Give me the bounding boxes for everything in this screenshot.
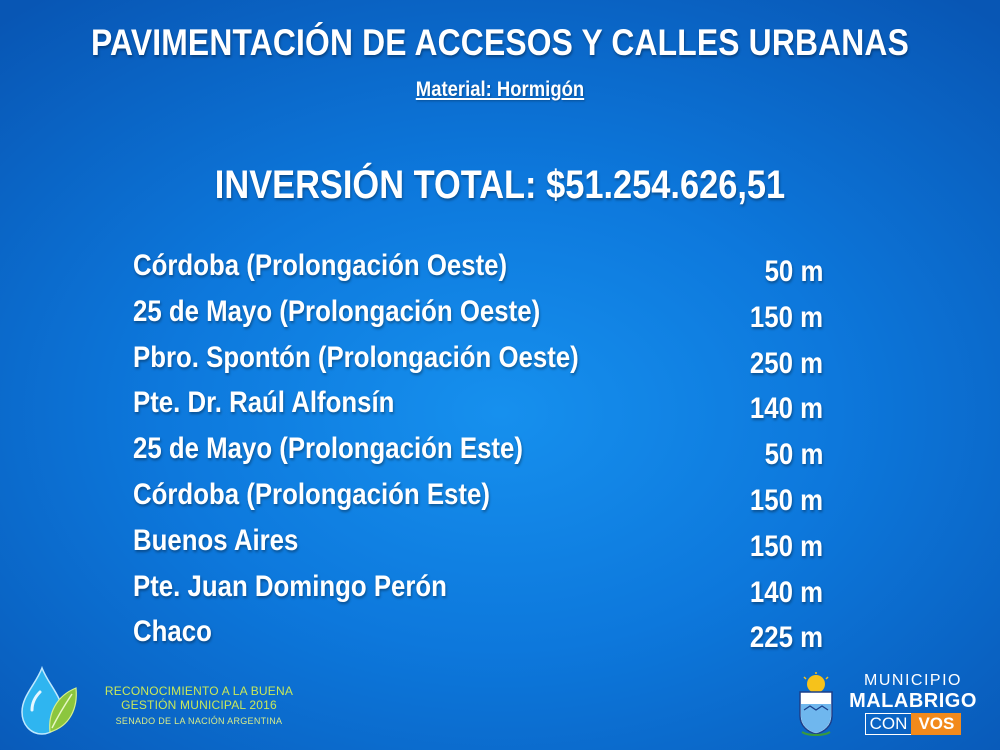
- street-length: 140 m: [749, 392, 823, 426]
- material-subtitle: Material: Hormigón: [415, 78, 585, 101]
- street-name: Córdoba (Prolongación Oeste): [133, 249, 508, 282]
- street-name: Buenos Aires: [133, 523, 299, 557]
- street-name: Chaco: [133, 615, 212, 649]
- street-row: [133, 429, 833, 475]
- municipality-tagline: [865, 713, 962, 735]
- street-list: [133, 246, 833, 658]
- street-length: 150 m: [749, 300, 823, 334]
- award-line-1: RECONOCIMIENTO A LA BUENA: [104, 684, 294, 698]
- page-title: PAVIMENTACIÓN DE ACCESOS Y CALLES URBANAS: [91, 22, 909, 63]
- street-row: [133, 292, 833, 338]
- street-name: 25 de Mayo (Prolongación Este): [133, 432, 523, 466]
- street-row: [133, 338, 833, 384]
- street-name: Pbro. Spontón (Prolongación Oeste): [133, 340, 579, 374]
- tagline-con: CON: [865, 713, 912, 735]
- municipality-label: MUNICIPIO: [864, 672, 962, 689]
- street-length: 225 m: [749, 621, 823, 655]
- water-drop-leaf-icon: [18, 666, 80, 736]
- street-name: Pte. Dr. Raúl Alfonsín: [133, 386, 395, 420]
- street-row: [133, 567, 833, 613]
- tagline-vos: VOS: [911, 713, 961, 735]
- street-length: 50 m: [764, 255, 823, 288]
- award-badge: [18, 666, 318, 736]
- street-length: 150 m: [749, 483, 823, 517]
- street-row: [133, 246, 833, 292]
- street-length: 140 m: [749, 575, 823, 609]
- award-line-2: GESTIÓN MUNICIPAL 2016: [121, 698, 277, 712]
- municipality-name: MALABRIGO: [849, 690, 977, 712]
- street-length: 150 m: [749, 529, 823, 563]
- street-row: [133, 383, 833, 429]
- street-row: [133, 475, 833, 521]
- municipality-logo: [842, 672, 984, 735]
- street-row: [133, 612, 833, 658]
- street-row: [133, 521, 833, 567]
- street-length: 250 m: [749, 346, 823, 380]
- award-line-3: SENADO DE LA NACIÓN ARGENTINA: [115, 716, 283, 726]
- award-text: [84, 684, 314, 728]
- street-length: 50 m: [764, 438, 823, 472]
- total-investment: INVERSIÓN TOTAL: $51.254.626,51: [214, 163, 786, 207]
- street-name: 25 de Mayo (Prolongación Oeste): [133, 294, 541, 328]
- street-name: Pte. Juan Domingo Perón: [133, 569, 447, 603]
- municipal-seal-icon: [796, 672, 836, 736]
- street-name: Córdoba (Prolongación Este): [133, 477, 490, 511]
